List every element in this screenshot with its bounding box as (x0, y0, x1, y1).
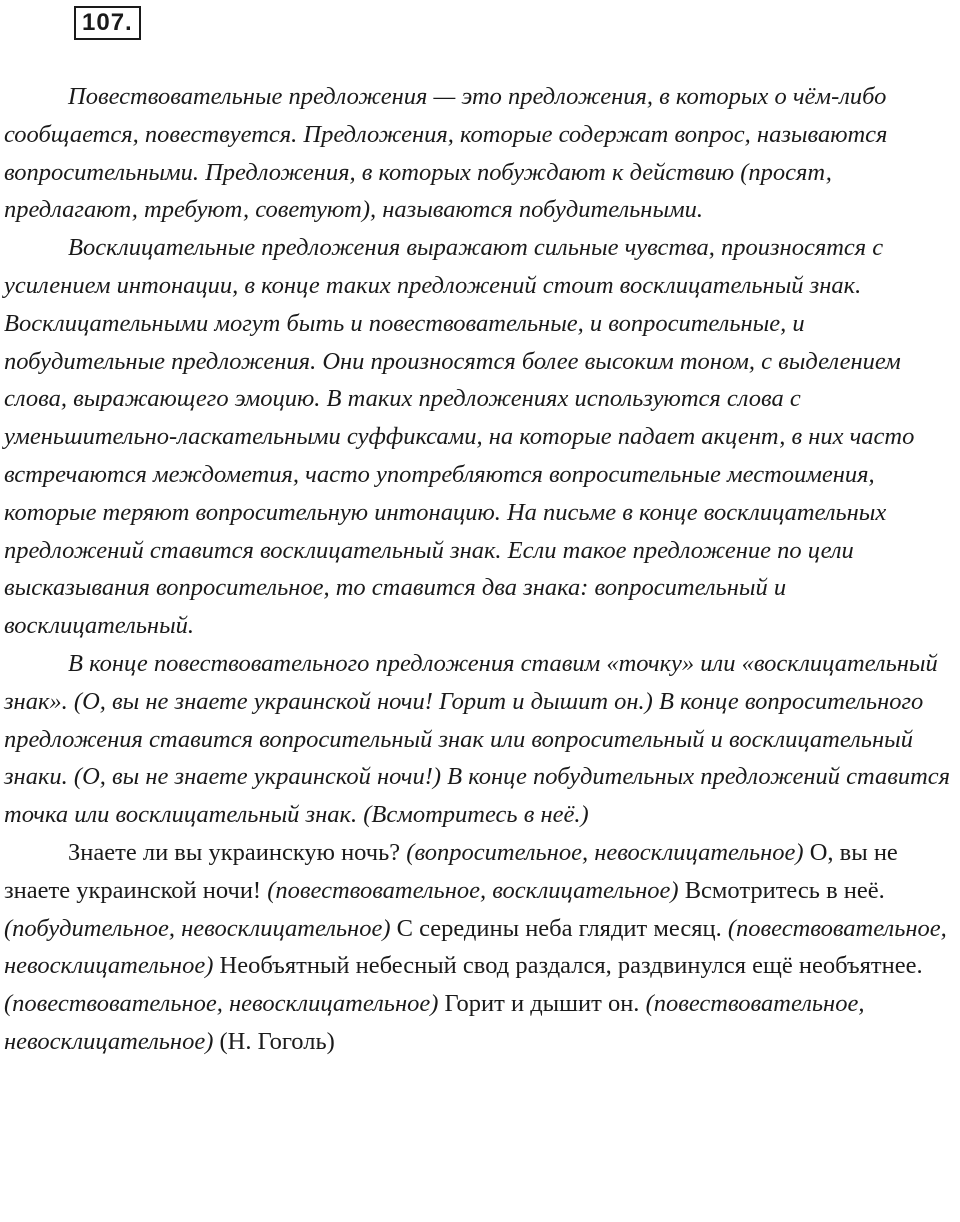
example-sentence-3: Всмотритесь в неё. (684, 876, 885, 904)
example-sentence-1: Знаете ли вы украинскую ночь? (68, 838, 401, 866)
example-note-2: (повествовательное, восклицательное) (267, 876, 679, 904)
exercise-number: 107. (74, 6, 141, 40)
theory-paragraph-1: Повествовательные предложения — это предложения, в которых о чём-либо сообщается, повествуется. Предложения, которые содержат вопрос, называются вопросительными. Предложения, в которых побуждают к действию (просят, предлагают, требуют, советуют), называются побудительными. (4, 83, 888, 224)
theory-paragraph-3: В конце повествовательного предложения ставим «точку» или «восклицательный знак». (О, вы не знаете украинской ночи! Горит и дышит он.) В конце вопросительного предложения ставится вопросительный знак или вопросительный и восклицательный знаки. (О, вы не знаете украинской ночи!) В конце побудительных предложений ставится точка или восклицательный знак. (Всмотритесь в неё.) (4, 649, 951, 829)
example-note-6: (повествовательное, невосклицательное) (4, 990, 865, 1055)
example-note-1: (вопросительное, невосклицательное) (406, 838, 804, 866)
theory-paragraph-2: Восклицательные предложения выражают сильные чувства, произносятся с усилением интонации, в конце таких предложений стоит восклицательный знак. Восклицательными могут быть и повествовательные, и вопросительные, и побудительные предложения. Они произносятся более высоким тоном, с выделением слова, выражающего эмоцию. В таких предложениях используются слова с уменьшительно-ласкательными суффиксами, на которые падает акцент, в них часто встречаются междометия, часто употребляются вопросительные местоимения, которые теряют вопросительную интонацию. На письме в конце восклицательных предложений ставится восклицательный знак. Если такое предложение по цели высказывания вопросительное, то ставится два знака: вопросительный и восклицательный. (4, 234, 915, 640)
example-sentence-5: Необъятный небесный свод раздался, раздвинулся ещё необъятнее. (219, 952, 923, 980)
exercise-content (4, 78, 956, 1061)
author-attribution: (Н. Гоголь) (219, 1027, 335, 1055)
example-sentence-2: О, вы не знаете украинской ночи! (4, 838, 898, 904)
example-sentence-4: С середины неба глядит месяц. (396, 914, 722, 942)
example-note-5: (повествовательное, невосклицательное) (4, 990, 439, 1018)
example-note-4: (повествовательное, невосклицательное) (4, 914, 947, 980)
example-sentence-6: Горит и дышит он. (444, 990, 640, 1018)
examples-paragraph (4, 834, 956, 1061)
example-note-3: (побудительное, невосклицательное) (4, 914, 391, 942)
